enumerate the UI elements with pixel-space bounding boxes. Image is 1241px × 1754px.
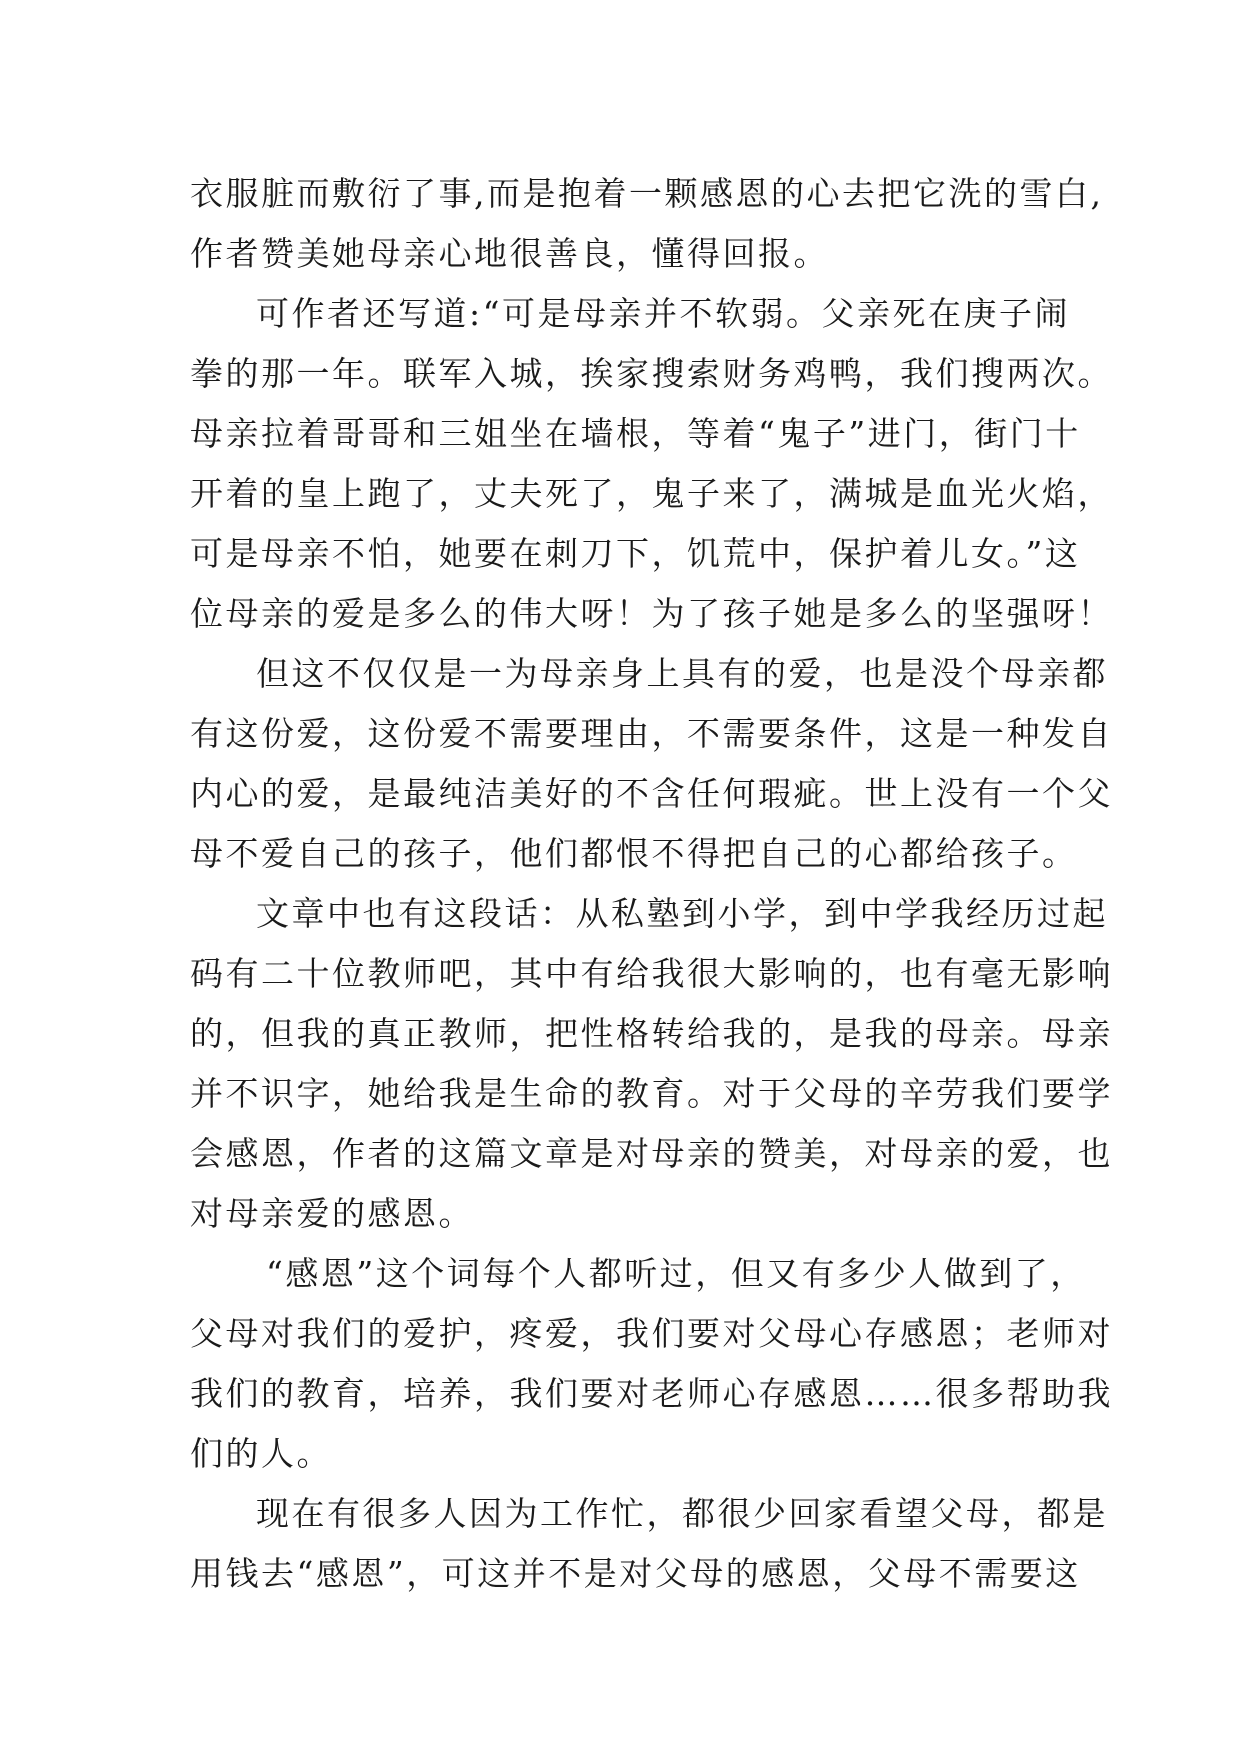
text-line: 我们的教育，培养，我们要对老师心存感恩……很多帮助我 (190, 1374, 1113, 1413)
paragraph-start-line: 文章中也有这段话：从私塾到小学，到中学我经历过起 (256, 894, 1108, 933)
text-line: 们的人。 (190, 1434, 332, 1473)
text-line: 拳的那一年。联军入城，挨家搜索财务鸡鸭，我们搜两次。 (190, 354, 1113, 393)
text-line: 开着的皇上跑了，丈夫死了，鬼子来了，满城是血光火焰， (190, 474, 1113, 513)
paragraph-start-line: 现在有很多人因为工作忙，都很少回家看望父母，都是 (256, 1494, 1108, 1533)
text-line: 的，但我的真正教师，把性格转给我的，是我的母亲。母亲 (190, 1014, 1113, 1053)
text-line: 可是母亲不怕，她要在刺刀下，饥荒中，保护着儿女。”这 (190, 534, 1081, 573)
text-line: 父母对我们的爱护，疼爱，我们要对父母心存感恩；老师对 (190, 1314, 1113, 1353)
text-line: 内心的爱，是最纯洁美好的不含任何瑕疵。世上没有一个父 (190, 774, 1113, 813)
text-line: 有这份爱，这份爱不需要理由，不需要条件，这是一种发自 (190, 714, 1113, 753)
document-body (190, 164, 1113, 1604)
text-line: 会感恩，作者的这篇文章是对母亲的赞美，对母亲的爱，也 (190, 1134, 1113, 1173)
text-line: 母亲拉着哥哥和三姐坐在墙根，等着“鬼子”进门，街门十 (190, 414, 1081, 453)
text-line: 衣服脏而敷衍了事,而是抱着一颗感恩的心去把它洗的雪白, (190, 174, 1104, 213)
text-line: 母不爱自己的孩子，他们都恨不得把自己的心都给孩子。 (190, 834, 1078, 873)
text-line: 码有二十位教师吧，其中有给我很大影响的，也有毫无影响 (190, 954, 1113, 993)
text-line: 并不识字，她给我是生命的教育。对于父母的辛劳我们要学 (190, 1074, 1113, 1113)
paragraph-start-line: 可作者还写道:“可是母亲并不软弱。父亲死在庚子闹 (256, 294, 1070, 333)
text-line: 用钱去“感恩”，可这并不是对父母的感恩，父母不需要这 (190, 1554, 1081, 1593)
text-line: 对母亲爱的感恩。 (190, 1194, 474, 1233)
paragraph-start-line: 但这不仅仅是一为母亲身上具有的爱，也是没个母亲都 (256, 654, 1108, 693)
text-line: 位母亲的爱是多么的伟大呀！为了孩子她是多么的坚强呀！ (190, 594, 1113, 633)
text-line: 作者赞美她母亲心地很善良，懂得回报。 (190, 234, 829, 273)
paragraph-start-line: “感恩”这个词每个人都听过，但又有多少人做到了， (266, 1254, 1086, 1293)
